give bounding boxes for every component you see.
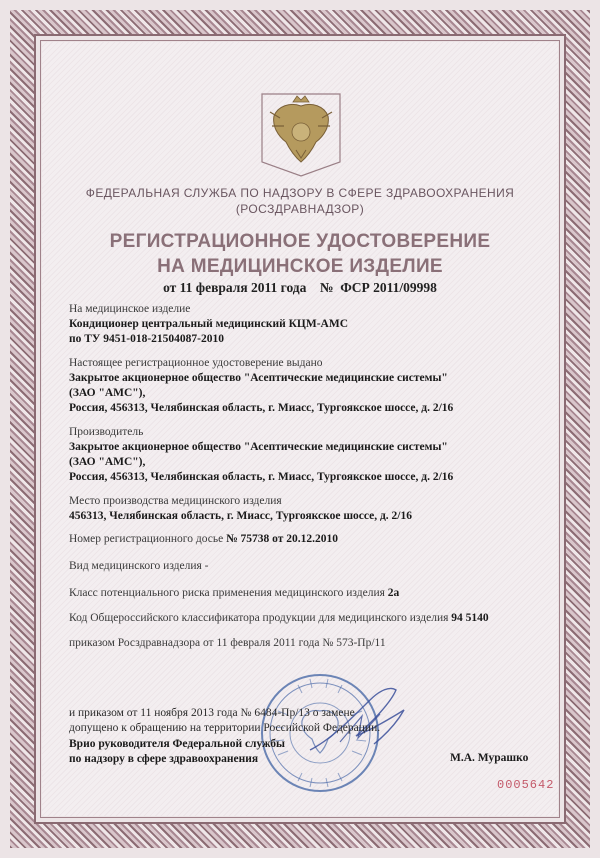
document-title: РЕГИСТРАЦИОННОЕ УДОСТОВЕРЕНИЕ	[109, 231, 491, 252]
dossier-value: № 75738 от 20.12.2010	[226, 533, 339, 545]
place-value: 456313, Челябинская область, г. Миасс, Тургоякское шоссе, д. 2/16	[69, 510, 412, 522]
okp-value: 94 5140	[451, 612, 489, 624]
device-name: Кондиционер центральный медицинский КЦМ-АМС	[69, 318, 349, 330]
document-subtitle: НА МЕДИЦИНСКОЕ ИЗДЕЛИЕ	[157, 256, 443, 277]
risk-value: 2а	[387, 587, 400, 599]
maker-address: Россия, 456313, Челябинская область, г. Миасс, Тургоякское шоссе, д. 2/16	[69, 471, 454, 483]
order-line: приказом Росздравнадзора от 11 февраля 2011 года № 573-Пр/11	[69, 637, 386, 649]
device-label: На медицинское изделие	[69, 303, 191, 315]
issued-label: Настоящее регистрационное удостоверение выдано	[69, 357, 323, 369]
agency-short-name: (РОСЗДРАВНАДЗОР)	[235, 202, 365, 216]
amendment-line-1: и приказом от 11 ноября 2013 года № 6484-Пр/13 о замене	[69, 707, 355, 719]
maker-label: Производитель	[69, 426, 144, 438]
dossier-label: Номер регистрационного досье	[69, 533, 227, 545]
issued-address: Россия, 456313, Челябинская область, г. Миасс, Тургоякское шоссе, д. 2/16	[69, 402, 454, 414]
amendment-note	[69, 706, 469, 736]
signatory-title	[69, 737, 285, 767]
device-spec: по ТУ 9451-018-21504087-2010	[69, 333, 224, 345]
issued-company: Закрытое акционерное общество "Асептические медицинские системы"	[69, 372, 448, 384]
maker-company-short: (ЗАО "АМС"),	[69, 456, 146, 468]
agency-name: ФЕДЕРАЛЬНАЯ СЛУЖБА ПО НАДЗОРУ В СФЕРЕ ЗДРАВООХРАНЕНИЯ	[85, 186, 515, 200]
place-section	[69, 494, 539, 524]
risk-label: Класс потенциального риска применения медицинского изделия	[69, 587, 388, 599]
signatory-title-line-2: по надзору в сфере здравоохранения	[69, 753, 259, 765]
kind-row	[69, 559, 539, 574]
serial-number: 0005642	[497, 778, 555, 792]
amendment-line-2: допущено к обращению на территории Российской Федерации.	[69, 722, 381, 734]
certificate-date-number: от 11 февраля 2011 года № ФСР 2011/09998	[163, 280, 437, 295]
signatory-title-line-1: Врио руководителя Федеральной службы	[69, 738, 286, 750]
dossier-row	[69, 532, 539, 547]
okp-label: Код Общероссийского классификатора продукции для медицинского изделия	[69, 612, 452, 624]
risk-row	[69, 586, 539, 601]
issued-company-short: (ЗАО "АМС"),	[69, 387, 146, 399]
signatory-name: М.А. Мурашко	[450, 752, 529, 764]
maker-company: Закрытое акционерное общество "Асептические медицинские системы"	[69, 441, 448, 453]
okp-row	[69, 611, 539, 626]
maker-section	[69, 425, 539, 485]
device-section	[69, 302, 539, 347]
kind-label: Вид медицинского изделия -	[69, 560, 209, 572]
order-row	[69, 636, 539, 651]
issued-section	[69, 356, 539, 416]
coat-of-arms-emblem	[260, 92, 342, 178]
certificate-body	[69, 302, 539, 655]
place-label: Место производства медицинского изделия	[69, 495, 282, 507]
